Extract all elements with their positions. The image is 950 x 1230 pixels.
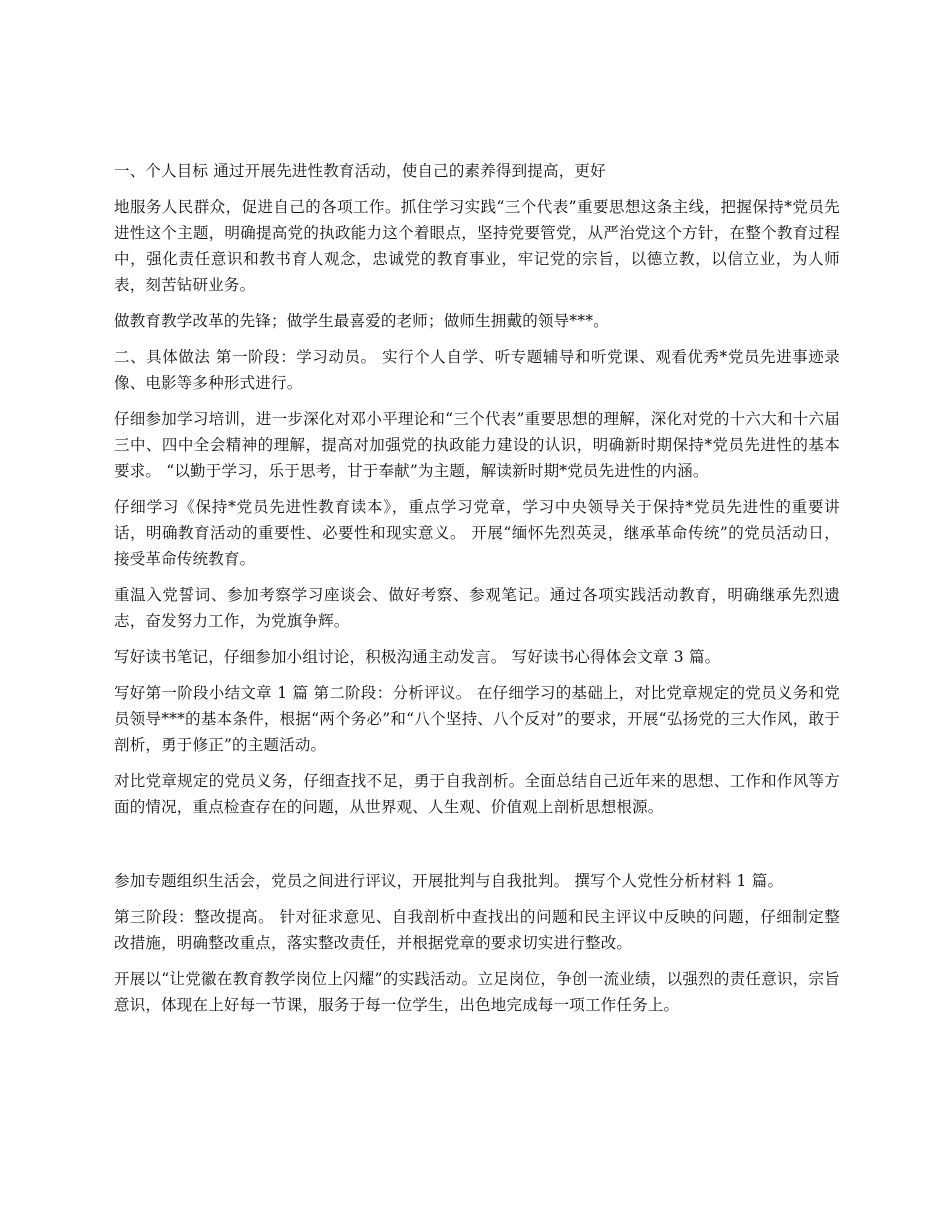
paragraph-study-training: 仔细参加学习培训，进一步深化对邓小平理论和“三个代表”重要思想的理解，深化对党的十六大和十六届三中、四中全会精神的理解，提高对加强党的执政能力建设的认识，明确新时期保持*党员先进性的基本要求。 “以勤于学习，乐于思考，甘于奉献”为主题，解读新时期*党员先进性的内涵。 [114,410,840,480]
paragraph-reading-notes: 写好读书笔记，仔细参加小组讨论，积极沟通主动发言。 写好读书心得体会文章 3 篇。 [114,648,721,666]
paragraph-personal-goal-intro: 一、个人目标 通过开展先进性教育活动，使自己的素养得到提高，更好 [114,162,606,180]
paragraph-stage-two: 写好第一阶段小结文章 1 篇 第二阶段：分析评议。 在仔细学习的基础上，对比党章规定的党员义务和党员领导***的基本条件，根据“两个务必”和“八个坚持、八个反对”的要求，开展“弘扬党的三大作风，敢于剖析，勇于修正”的主题活动。 [114,684,840,754]
paragraph-organization-meeting: 参加专题组织生活会，党员之间进行评议，开展批判与自我批判。 撰写个人党性分析材料 1 篇。 [114,872,784,890]
paragraph-personal-goal-summary: 做教育教学改革的先锋；做学生最喜爱的老师；做师生拥戴的领导***。 [114,312,609,330]
paragraph-stage-three: 第三阶段：整改提高。 针对征求意见、自我剖析中查找出的问题和民主评议中反映的问题，仔细制定整改措施，明确整改重点，落实整改责任，并根据党章的要求切实进行整改。 [114,908,840,952]
document-body [114,158,840,1028]
paragraph-practice-activity: 开展以“让党徽在教育教学岗位上闪耀”的实践活动。立足岗位，争创一流业绩，以强烈的责任意识，宗旨意识，体现在上好每一节课，服务于每一位学生，出色地完成每一项工作任务上。 [114,970,840,1014]
paragraph-study-reader: 仔细学习《保持*党员先进性教育读本》，重点学习党章，学习中央领导关于保持*党员先进性的重要讲话，明确教育活动的重要性、必要性和现实意义。 开展“缅怀先烈英灵，继承革命传统”的党员活动日，接受革命传统教育。 [114,498,840,568]
paragraph-personal-goal-detail: 地服务人民群众，促进自己的各项工作。抓住学习实践“三个代表”重要思想这条主线，把握保持*党员先进性这个主题，明确提高党的执政能力这个着眼点，坚持党要管党，从严治党这个方针，在整个教育过程中，强化责任意识和教书育人观念，忠诚党的教育事业，牢记党的宗旨，以德立教，以信立业，为人师表，刻苦钻研业务。 [114,198,840,294]
paragraph-self-analysis: 对比党章规定的党员义务，仔细查找不足，勇于自我剖析。全面总结自己近年来的思想、工作和作风等方面的情况，重点检查存在的问题，从世界观、人生观、价值观上剖析思想根源。 [114,772,840,816]
paragraph-stage-one-intro: 二、具体做法 第一阶段：学习动员。 实行个人自学、听专题辅导和听党课、观看优秀*党员先进事迹录像、电影等多种形式进行。 [114,348,840,392]
paragraph-oath-review: 重温入党誓词、参加考察学习座谈会、做好考察、参观笔记。通过各项实践活动教育，明确继承先烈遗志，奋发努力工作，为党旗争辉。 [114,586,840,630]
section-spacer [114,830,840,868]
